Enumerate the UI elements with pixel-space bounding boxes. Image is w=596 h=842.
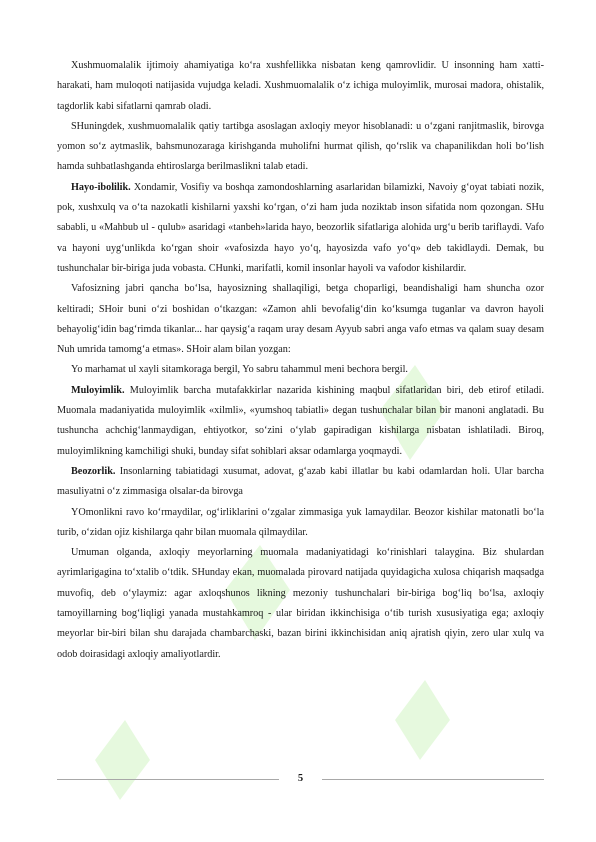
paragraph-5-text: Yo marhamat ul xayli sitamkoraga bergil, Yo sabru tahammul meni bechora bergil. — [71, 364, 408, 376]
paragraph-7-text: Insonlarning tabiatidagi xusumat, adovat, g‘azab kabi illatlar bu kabi odamlardan holi. Ular barcha masuliyatni o‘z zimmasiga olsalar-da birovga — [57, 465, 544, 498]
paragraph-6-text: Muloyimlik barcha mutafakkirlar nazarida kishining maqbul sifatlaridan biri, deb etirof etiladi. Muomala madaniyatida muloyimlik «xilmli», «yumshoq tabiatli» degan tushunchalar bilan bir manoni anglatadi. Bu tushuncha achchig‘lanmaydigan, ehtiyotkor, so‘zini o‘ylab gapiradigan kishilarga nisbatan ishlatiladi. Biroq, muloyimlikning kamchiligi shuki, bunday sifat sohiblari aksar odamlarga yoqmaydi. — [57, 384, 544, 457]
page-footer — [57, 770, 544, 790]
paragraph-hayo-ibolilik — [57, 178, 544, 279]
paragraph-2 — [57, 117, 544, 178]
page-number: 5 — [297, 773, 304, 784]
paragraph-beozorlik — [57, 462, 544, 503]
footer-rule-right — [322, 779, 544, 780]
paragraph-6-heading: Muloyimlik. — [71, 384, 125, 396]
paragraph-7-heading: Beozorlik. — [71, 465, 116, 477]
paragraph-3-text: Xondamir, Vosifiy va boshqa zamondoshlarning asarlaridan bilamizki, Navoiy g‘oyat tabiati nozik, pok, xushxulq va o‘ta nazokatli kishilarni yaxshi ko‘rgan, o‘zi ham juda noziktab inson sifatida nom qozongan. SHu sababli, u «Mahbub ul - qulub» asaridagi «tanbeh»larida hayo, beozorlik sifatlariga alohida urg‘u berib tariflaydi. Vafo va hayoni uyg‘unlikda ko‘rgan shoir «vafosizda hayo yo‘q, hayosizda vafo yo‘q» deb takidlaydi. Demak, bu tushunchalar bir-biriga juda vobasta. CHunki, marifatli, komil insonlar hayoli va vafodor kishilardir. — [57, 181, 544, 274]
paragraph-verse — [57, 360, 544, 380]
paragraph-1-text: Xushmuomalalik ijtimoiy ahamiyatiga ko‘ra xushfellikka nisbatan keng qamrovlidir. U insonning ham xatti-harakati, ham muloqoti natijasida vujudga keladi. Xushmuomalalik o‘z ichiga muloyimlik, murosai madora, ohistalik, tagdorlik kabi sifatlarni qamrab oladi. — [57, 60, 544, 112]
paragraph-muloyimlik — [57, 381, 544, 462]
document-body — [57, 56, 544, 665]
paragraph-9-text: Umuman olganda, axloqiy meyorlarning muomala madaniyatidagi ko‘rinishlari talaygina. Biz shulardan ayrimlarigagina to‘xtalib o‘tdik. SHunday ekan, muomalada pirovard natijada quyidagicha xulosa chiqarish maqsadga muvofiq, deb o‘ylaymiz: agar axloqshunos likning mezoniy tushunchalari bir-biriga bog‘liq bo‘lsa, axloqiy tamoyillarning bog‘liqligi yanada mustahkamroq - ular biridan ikkinchisiga o‘tib turish xususiyatiga ega; axloqiy meyorlar bir-biri bilan shu darajada chambarchaski, bazan birini ikkinchisidan aniq ajratish qiyin, zero ular xulq va odob doirasidagi axloqiy amaliyotlardir. — [57, 547, 544, 660]
paragraph-8-text: YOmonlikni ravo ko‘rmaydilar, og‘irliklarini o‘zgalar zimmasiga yuk lamaydilar. Beozor kishilar matonatli bo‘la turib, o‘zidan ojiz kishilarga qahr bilan muomala qilmaydilar. — [57, 506, 544, 538]
paragraph-8 — [57, 503, 544, 544]
paragraph-4 — [57, 279, 544, 360]
paragraph-1 — [57, 56, 544, 117]
paragraph-3-heading: Hayo-ibolilik. — [71, 181, 131, 193]
paragraph-4-text: Vafosizning jabri qancha bo‘lsa, hayosizning shallaqiligi, betga choparligi, beandishaligi ham shuncha ozor keltiradi; SHoir buni o‘zi boshidan o‘tkazgan: «Zamon ahli bevofalig‘din ko‘ksumga tuganlar va davron hayoli behayolig‘idin bag‘rimda tikanlar... har qaysig‘a raqam uray desam Ayyub sabri anga vafo etmas va qalam suay desam Nuh umrida tamomg‘a etmas». SHoir alam bilan yozgan: — [57, 283, 544, 356]
paragraph-9 — [57, 543, 544, 665]
paragraph-2-text: SHuningdek, xushmuomalalik qatiy tartibga asoslagan axloqiy meyor hisoblanadi: u o‘zgani ranjitmaslik, birovga yomon so‘z aytmaslik, bahsmunozaraga kirishganda muholifni hurmat qilish, qo‘rslik va chapanilikdan holi bo‘lish hamda suhbatlashganda ehtiroslarga berilmaslikni talab etadi. — [57, 120, 544, 173]
